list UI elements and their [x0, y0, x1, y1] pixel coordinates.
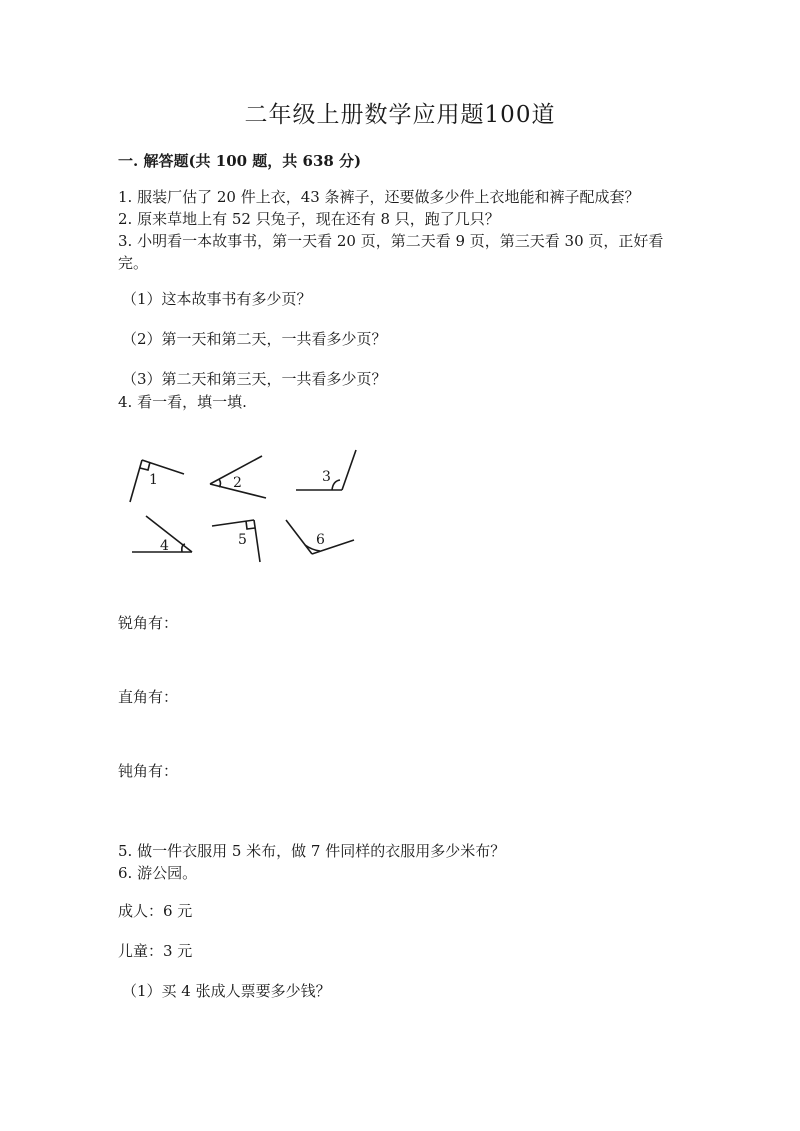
question-4: 4. 看一看，填一填.	[118, 393, 247, 411]
angle-5	[212, 520, 260, 562]
question-6-sub-1: （1）买 4 张成人票要多少钱？	[122, 982, 331, 1000]
question-3: 3. 小明看一本故事书，第一天看 20 页，第二天看 9 页，第三天看 30 页，正好看完。	[118, 232, 664, 272]
angle-6-label: 6	[316, 532, 325, 548]
angle-1-label: 1	[149, 472, 158, 488]
angle-5-label: 5	[238, 532, 247, 548]
question-5: 5. 做一件衣服用 5 米布，做 7 件同样的衣服用多少米布？	[118, 842, 506, 860]
angle-3-label: 3	[322, 469, 331, 485]
question-3-sub-3: （3）第二天和第三天，一共看多少页？	[122, 370, 387, 388]
question-2: 2. 原来草地上有 52 只兔子，现在还有 8 只，跑了几只？	[118, 210, 500, 228]
angle-2-label: 2	[233, 475, 242, 491]
question-3-sub-1: （1）这本故事书有多少页？	[122, 290, 312, 308]
question-6: 6. 游公园。	[118, 864, 198, 882]
section-heading: 一. 解答题(共 100 题，共 638 分)	[118, 152, 362, 170]
child-ticket-price: 儿童：3 元	[118, 942, 193, 960]
right-angles-label: 直角有：	[118, 688, 179, 706]
angle-2	[210, 456, 266, 498]
angle-3	[296, 450, 356, 490]
page-title: 二年级上册数学应用题100道	[244, 102, 556, 128]
angle-1	[130, 460, 184, 502]
angle-4-label: 4	[160, 538, 169, 554]
adult-ticket-price: 成人：6 元	[118, 902, 193, 920]
angle-4	[132, 516, 192, 554]
angle-6	[286, 520, 354, 554]
obtuse-angles-label: 钝角有：	[118, 762, 179, 780]
question-1: 1. 服装厂估了 20 件上衣，43 条裤子，还要做多少件上衣地能和裤子配成套？	[118, 188, 640, 206]
acute-angles-label: 锐角有：	[118, 614, 179, 632]
angles-figure	[118, 440, 378, 580]
question-3-sub-2: （2）第一天和第二天，一共看多少页？	[122, 330, 387, 348]
